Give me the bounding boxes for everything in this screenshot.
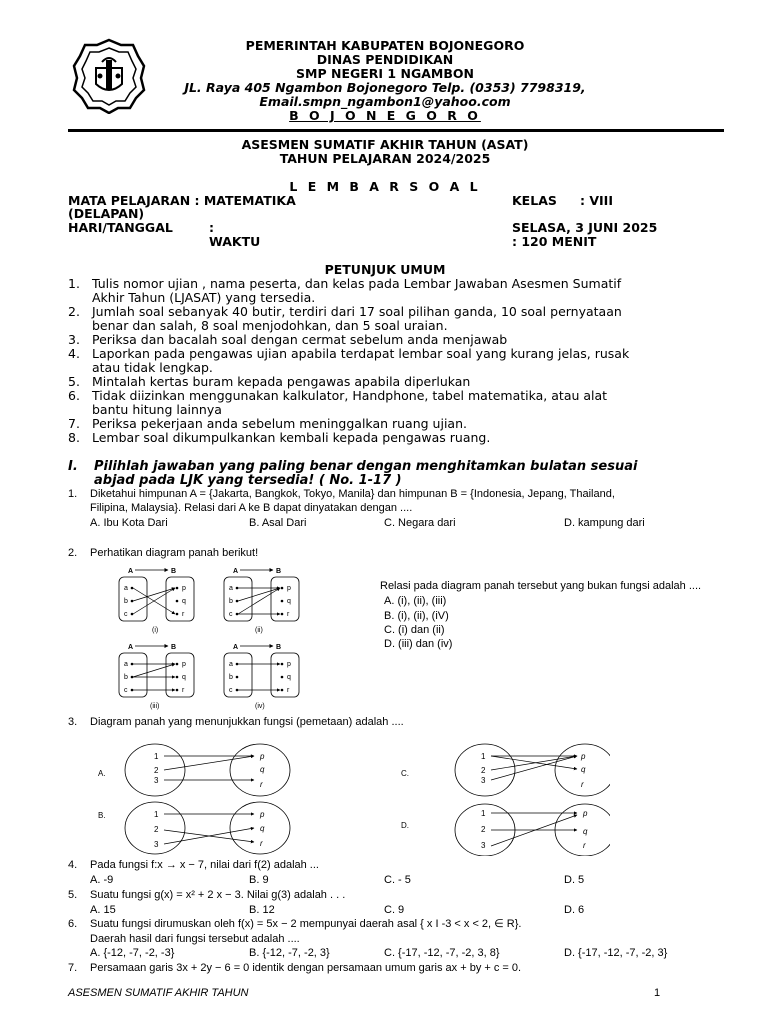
svg-text:B: B xyxy=(171,568,177,575)
question-text-cont: Daerah hasil dari fungsi tersebut adalah .... xyxy=(90,933,300,945)
diagram-ii xyxy=(224,568,299,634)
option-c: C. - 5 xyxy=(384,874,411,886)
svg-text:r: r xyxy=(287,687,290,694)
diagram-iii xyxy=(119,644,194,710)
svg-text:2: 2 xyxy=(154,766,159,775)
diagram-i xyxy=(119,568,194,634)
option-b: B. (i), (ii), (iV) xyxy=(384,610,449,622)
time-label: WAKTU xyxy=(209,234,261,249)
svg-text:r: r xyxy=(581,780,584,789)
svg-text:r: r xyxy=(260,780,263,789)
date-value: SELASA, 3 JUNI 2025 xyxy=(512,220,658,235)
header-department: DINAS PENDIDIKAN xyxy=(316,52,454,67)
header-address: JL. Raya 405 Ngambon Bojonegoro Telp. (0353) 7798319, xyxy=(184,80,586,95)
svg-text:1: 1 xyxy=(481,809,486,818)
option-d: D. (iii) dan (iv) xyxy=(384,638,453,650)
svg-text:A: A xyxy=(233,568,239,575)
option-d: D. {-17, -12, -7, -2, 3} xyxy=(564,947,668,959)
question-number: 1. xyxy=(68,488,78,500)
class-label: KELAS xyxy=(512,193,557,208)
option-c: C. 9 xyxy=(384,904,405,916)
svg-text:q: q xyxy=(581,765,586,774)
instruction-number: 7. xyxy=(68,416,80,431)
svg-text:q: q xyxy=(287,598,291,605)
instruction-text: Tidak diizinkan menggunakan kalkulator, Handphone, tabel matematika, atau alat xyxy=(92,388,608,403)
svg-text:C.: C. xyxy=(401,769,409,778)
arrow-diagrams-panel xyxy=(115,563,303,711)
instruction-text-cont: bantu hitung lainnya xyxy=(92,402,222,417)
instruction-text: Laporkan pada pengawas ujian apabila terdapat lembar soal yang kurang jelas, rusak xyxy=(92,346,630,361)
question-text: Persamaan garis 3x + 2y − 6 = 0 identik dengan persamaan umum garis ax + by + c = 0. xyxy=(90,962,522,974)
svg-text:B.: B. xyxy=(98,811,106,820)
svg-text:r: r xyxy=(583,841,586,850)
svg-text:A: A xyxy=(233,644,239,651)
option-b: B. 9 xyxy=(249,874,269,886)
svg-text:p: p xyxy=(260,810,265,819)
header-government: PEMERINTAH KABUPATEN BOJONEGORO xyxy=(245,38,525,53)
option-c: C. {-17, -12, -7, -2, 3, 8} xyxy=(384,947,500,959)
instruction-text: Periksa dan bacalah soal dengan cermat sebelum anda menjawab xyxy=(92,332,508,347)
svg-text:3: 3 xyxy=(154,840,159,849)
svg-text:1: 1 xyxy=(154,752,159,761)
date-colon: : xyxy=(209,220,214,235)
instruction-number: 3. xyxy=(68,332,80,347)
instruction-number: 8. xyxy=(68,430,80,445)
svg-text:r: r xyxy=(287,611,290,618)
regency-seal-icon xyxy=(72,38,146,114)
option-a: A. {-12, -7, -2, -3} xyxy=(90,947,175,959)
svg-text:3: 3 xyxy=(481,841,486,850)
svg-text:p: p xyxy=(581,752,586,761)
svg-text:3: 3 xyxy=(481,776,486,785)
svg-text:q: q xyxy=(182,598,186,605)
section-instruction-cont: abjad pada LJK yang tersedia! ( No. 1-17 ) xyxy=(94,473,402,488)
option-a-diagram xyxy=(98,744,290,796)
option-c-diagram xyxy=(401,744,610,796)
svg-text:b: b xyxy=(124,598,128,605)
question-text: Suatu fungsi g(x) = x² + 2 x − 3. Nilai g(3) adalah . . . xyxy=(90,889,346,901)
footer-title: ASESMEN SUMATIF AKHIR TAHUN xyxy=(68,987,249,999)
question-text: Suatu fungsi dirumuskan oleh f(x) = 5x − 2 mempunyai daerah asal { x I -3 < x < 2, ∈ R}. xyxy=(90,918,522,930)
svg-text:A.: A. xyxy=(98,769,106,778)
class-value: : VIII xyxy=(580,193,613,208)
question-text: Diketahui himpunan A = {Jakarta, Bangkok, Tokyo, Manila} dan himpunan B = {Indonesia, Jepang, Thailand, xyxy=(90,488,615,500)
option-b-diagram xyxy=(98,802,290,854)
svg-text:(iv): (iv) xyxy=(255,703,265,710)
header-city: B O J O N E G O R O xyxy=(289,108,481,123)
svg-text:c: c xyxy=(229,687,233,694)
exam-title: ASESMEN SUMATIF AKHIR TAHUN (ASAT) xyxy=(241,137,529,152)
question-text-cont: Filipina, Malaysia}. Relasi dari A ke B dapat dinyatakan dengan .... xyxy=(90,502,413,514)
svg-text:(ii): (ii) xyxy=(255,627,263,634)
svg-text:c: c xyxy=(124,611,128,618)
instruction-number: 1. xyxy=(68,276,80,291)
svg-text:q: q xyxy=(260,824,265,833)
svg-text:q: q xyxy=(182,674,186,681)
svg-text:(iii): (iii) xyxy=(150,703,160,710)
header-school-name: SMP NEGERI 1 NGAMBON xyxy=(296,66,474,81)
svg-text:q: q xyxy=(287,674,291,681)
svg-text:a: a xyxy=(229,661,233,668)
question-text: Perhatikan diagram panah berikut! xyxy=(90,547,259,559)
mapping-diagrams-panel xyxy=(90,738,610,856)
option-a: A. -9 xyxy=(90,874,114,886)
diagram-iv xyxy=(224,644,299,710)
instruction-text: Tulis nomor ujian , nama peserta, dan kelas pada Lembar Jawaban Asesmen Sumatif xyxy=(92,276,622,291)
svg-text:r: r xyxy=(260,839,263,848)
option-b: B. 12 xyxy=(249,904,275,916)
instruction-number: 6. xyxy=(68,388,80,403)
svg-text:B: B xyxy=(171,644,177,651)
option-d: D. kampung dari xyxy=(564,517,645,529)
school-year: TAHUN PELAJARAN 2024/2025 xyxy=(279,151,491,166)
time-value: : 120 MENIT xyxy=(512,234,597,249)
option-b: B. Asal Dari xyxy=(249,517,307,529)
svg-text:2: 2 xyxy=(481,825,486,834)
question-text: Pada fungsi f:x → x − 7, nilai dari f(2) adalah ... xyxy=(90,859,319,871)
option-a: A. Ibu Kota Dari xyxy=(90,517,168,529)
option-a: A. 15 xyxy=(90,904,116,916)
svg-text:a: a xyxy=(124,585,128,592)
date-label: HARI/TANGGAL xyxy=(68,220,173,235)
instruction-text: Mintalah kertas buram kepada pengawas apabila diperlukan xyxy=(92,374,471,389)
header-divider xyxy=(68,129,724,132)
instruction-text: Lembar soal dikumpulkankan kembali kepada pengawas ruang. xyxy=(92,430,491,445)
question-number: 2. xyxy=(68,547,78,559)
question-text: Diagram panah yang menunjukkan fungsi (pemetaan) adalah .... xyxy=(90,716,404,728)
instruction-text: Periksa pekerjaan anda sebelum meninggalkan ruang ujian. xyxy=(92,416,467,431)
svg-text:p: p xyxy=(583,809,588,818)
svg-text:1: 1 xyxy=(481,752,486,761)
svg-text:2: 2 xyxy=(481,766,486,775)
svg-text:c: c xyxy=(229,611,233,618)
instruction-text-cont: Akhir Tahun (LJASAT) yang tersedia. xyxy=(92,290,316,305)
svg-text:r: r xyxy=(182,687,185,694)
instructions-title: PETUNJUK UMUM xyxy=(324,262,446,277)
section-instruction: Pilihlah jawaban yang paling benar dengan menghitamkan bulatan sesuai xyxy=(94,459,638,474)
svg-text:D.: D. xyxy=(401,821,409,830)
instruction-text: Jumlah soal sebanyak 40 butir, terdiri dari 17 soal pilihan ganda, 10 soal pernyataan xyxy=(92,304,622,319)
instruction-text-cont: atau tidak lengkap. xyxy=(92,360,213,375)
svg-text:A: A xyxy=(128,644,134,651)
question-number: 7. xyxy=(68,962,78,974)
option-d-diagram xyxy=(401,804,610,856)
svg-text:2: 2 xyxy=(154,825,159,834)
svg-text:b: b xyxy=(229,598,233,605)
subject-continuation: (DELAPAN) xyxy=(68,206,145,221)
question-number: 6. xyxy=(68,918,78,930)
svg-text:p: p xyxy=(182,585,186,592)
instruction-number: 5. xyxy=(68,374,80,389)
svg-text:p: p xyxy=(287,585,291,592)
svg-text:B: B xyxy=(276,644,282,651)
option-d: D. 5 xyxy=(564,874,585,886)
question-number: 3. xyxy=(68,716,78,728)
svg-text:p: p xyxy=(182,661,186,668)
page-number: 1 xyxy=(654,987,661,999)
header-email: Email.smpn_ngambon1@yahoo.com xyxy=(259,94,511,109)
svg-text:q: q xyxy=(583,827,588,836)
section-number: I. xyxy=(68,459,78,474)
option-a: A. (i), (ii), (iii) xyxy=(384,595,447,607)
svg-text:3: 3 xyxy=(154,776,159,785)
svg-text:p: p xyxy=(260,752,265,761)
option-c: C. Negara dari xyxy=(384,517,456,529)
subject-label: MATA PELAJARAN : MATEMATIKA xyxy=(68,193,296,208)
sheet-title: L E M B A R S O A L xyxy=(289,179,481,194)
svg-text:q: q xyxy=(260,765,265,774)
question-text: Relasi pada diagram panah tersebut yang bukan fungsi adalah .... xyxy=(380,580,702,592)
svg-text:r: r xyxy=(182,611,185,618)
svg-text:a: a xyxy=(229,585,233,592)
instruction-number: 4. xyxy=(68,346,80,361)
svg-text:c: c xyxy=(124,687,128,694)
instruction-text-cont: benar dan salah, 8 soal menjodohkan, dan 5 soal uraian. xyxy=(92,318,448,333)
question-number: 4. xyxy=(68,859,78,871)
svg-text:B: B xyxy=(276,568,282,575)
instruction-number: 2. xyxy=(68,304,80,319)
svg-text:p: p xyxy=(287,661,291,668)
svg-text:b: b xyxy=(229,674,233,681)
svg-text:A: A xyxy=(128,568,134,575)
svg-text:a: a xyxy=(124,661,128,668)
option-d: D. 6 xyxy=(564,904,585,916)
svg-text:1: 1 xyxy=(154,810,159,819)
question-number: 5. xyxy=(68,889,78,901)
option-b: B. {-12, -7, -2, 3} xyxy=(249,947,330,959)
school-logo xyxy=(72,38,146,114)
option-c: C. (i) dan (ii) xyxy=(384,624,445,636)
svg-text:(i): (i) xyxy=(152,627,159,634)
svg-text:b: b xyxy=(124,674,128,681)
